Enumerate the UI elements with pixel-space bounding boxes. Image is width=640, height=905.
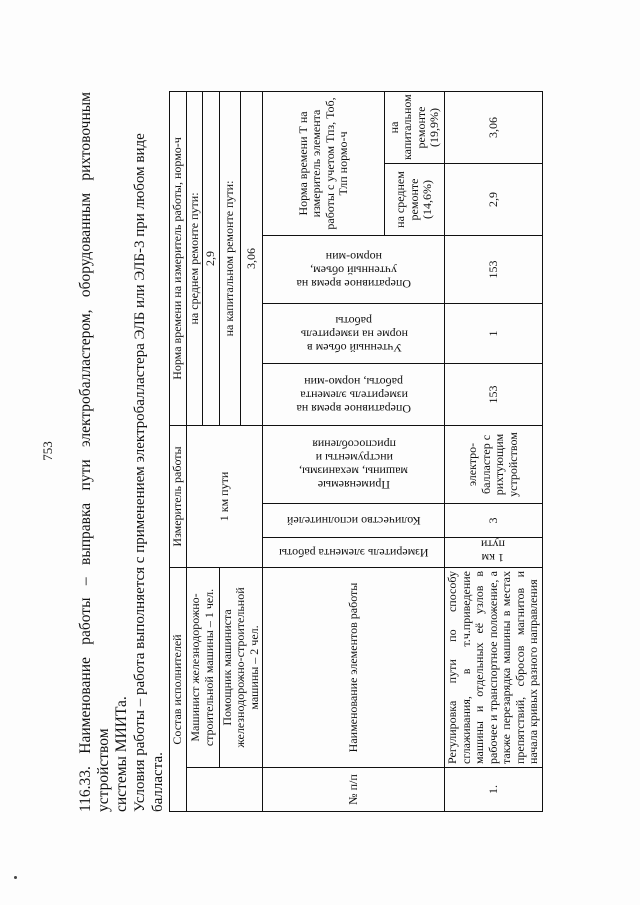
norms-table bbox=[169, 91, 543, 812]
norm-cap-value: 3,06 bbox=[241, 91, 263, 425]
meter-value: 1 км пути bbox=[186, 425, 263, 567]
composition-header: Состав исполнителей bbox=[170, 567, 187, 811]
col-norm-t: Норма времени Т на измеритель элемента работы с учетом Тпз, Тоб, Тлп нормо-ч bbox=[263, 91, 385, 235]
row-workers: 3 bbox=[445, 503, 543, 537]
col-op-time-total: Оперативное время на учтенный объем, нормо-мин bbox=[296, 249, 411, 291]
norm-header: Норма времени на измеритель работы, нормо-ч bbox=[170, 91, 187, 425]
row-cap: 3,06 bbox=[445, 91, 543, 163]
work-conditions: Условия работы – работа выполняется с применением электробалластера ЭЛБ или ЭЛБ-3 при любом виде балласта. bbox=[132, 133, 166, 812]
col-cap: на капитальном ремонте (19,9%) bbox=[385, 91, 445, 163]
section-heading bbox=[77, 92, 131, 812]
col-volume: Учтенный объем в норме на измеритель работы bbox=[299, 313, 408, 355]
col-element-meter: Измеритель элемента работы bbox=[278, 546, 429, 561]
row-meter: 1 км пути bbox=[481, 537, 506, 565]
column-header-row bbox=[263, 91, 385, 811]
page-number: 753 bbox=[39, 441, 55, 461]
row-op-total: 153 bbox=[445, 235, 543, 303]
norm-avg-label: на среднем ремонте пути: bbox=[186, 91, 203, 425]
composition-blank bbox=[186, 768, 263, 812]
scan-speck bbox=[14, 876, 17, 879]
row-description: Регулировка пути по способу сглаживания, в т.ч.приведение машины и отдельных её узлов в рабочее и транспортное положение, а также перезарядка машины в местах препятствий, сбросов магнитов и начала кривых разного направления bbox=[445, 567, 543, 767]
col-avg: на среднем ремонте (14,6%) bbox=[385, 163, 445, 235]
composition-header-row bbox=[170, 91, 187, 811]
table-row bbox=[445, 91, 543, 811]
col-num: № п/п bbox=[263, 768, 445, 812]
row-num: 1. bbox=[445, 768, 543, 812]
composition-row-1: Машинист железнодорожно-строительной машины – 1 чел. bbox=[186, 567, 219, 767]
col-machines: Применяемые машины, механизмы, инструменты и приспособления bbox=[299, 437, 408, 493]
row-machines: электро-балластер с рихтующим устройством bbox=[445, 425, 543, 503]
meter-header: Измеритель работы bbox=[170, 425, 187, 567]
composition-row-2: Помощник машиниста железнодорожно-строительной машины – 2 чел. bbox=[219, 567, 263, 767]
row-op-time: 153 bbox=[445, 363, 543, 425]
heading-line-2: системы МИИТа. bbox=[113, 696, 130, 812]
rotated-page bbox=[77, 92, 540, 812]
heading-line-1: 116.33. Наименование работы – выправка пути электробалластером, оборудованным рихтовочным устройством bbox=[77, 92, 112, 812]
col-op-time: Оперативное время на измеритель элемента работы, нормо-мин bbox=[296, 374, 411, 416]
col-elements: Наименование элементов работы bbox=[263, 567, 445, 767]
row-avg: 2,9 bbox=[445, 163, 543, 235]
col-workers: Количество исполнителей bbox=[286, 514, 421, 529]
norm-cap-label: на капитальном ремонте пути: bbox=[219, 91, 241, 425]
norm-avg-value: 2,9 bbox=[203, 91, 220, 425]
row-volume: 1 bbox=[445, 303, 543, 363]
